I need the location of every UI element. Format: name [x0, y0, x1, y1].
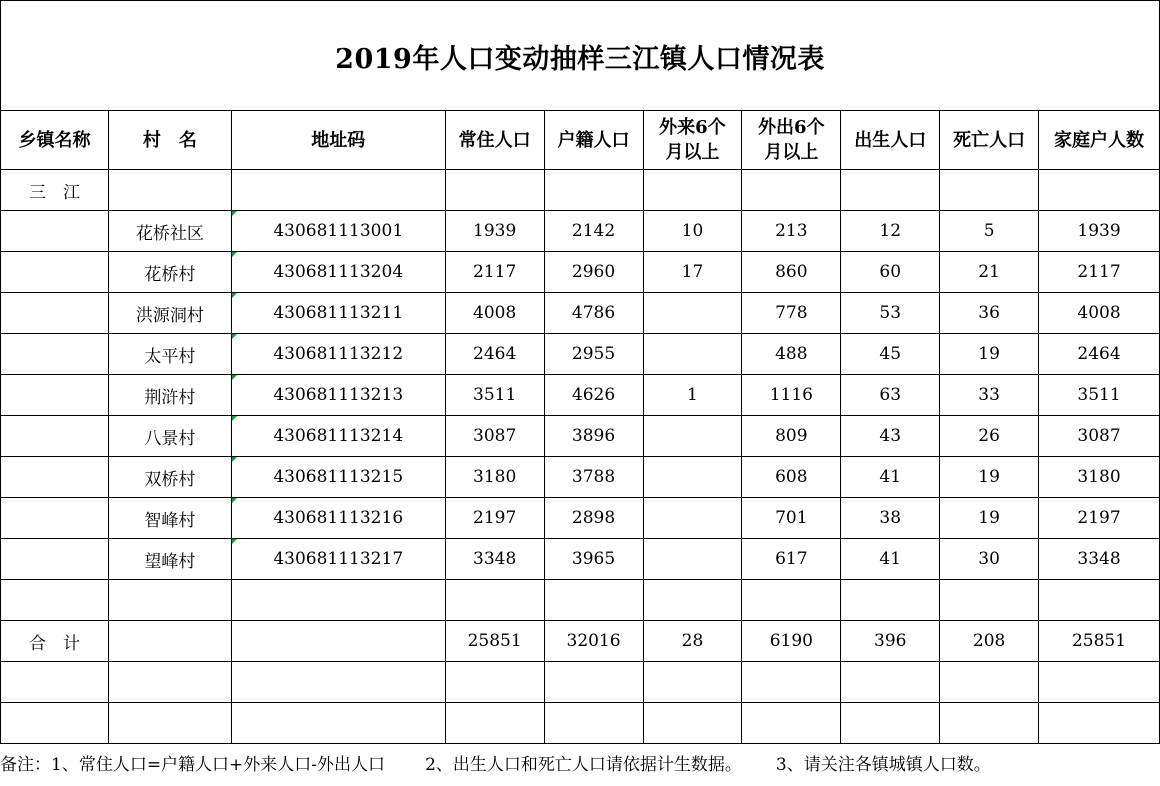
cell[interactable] [940, 170, 1039, 211]
header-code[interactable]: 地址码 [231, 111, 445, 170]
births-cell[interactable]: 45 [841, 334, 940, 375]
header-outflow-line2: 月以上 [764, 142, 819, 163]
cell[interactable] [445, 170, 544, 211]
deaths-cell[interactable]: 19 [940, 334, 1039, 375]
code-cell[interactable]: 430681113212 [231, 334, 445, 375]
resident-cell[interactable]: 3180 [445, 457, 544, 498]
footnote [0, 744, 1160, 786]
code-cell[interactable]: 430681113214 [231, 416, 445, 457]
cell[interactable] [445, 662, 544, 703]
total-label-cell[interactable]: 合 计 [1, 621, 109, 662]
registered-cell[interactable]: 4786 [544, 293, 643, 334]
births-cell[interactable]: 43 [841, 416, 940, 457]
header-row [1, 111, 1160, 170]
outflow-cell[interactable]: 1116 [742, 375, 841, 416]
cell[interactable] [1039, 580, 1160, 621]
births-cell[interactable]: 63 [841, 375, 940, 416]
cell[interactable] [643, 662, 742, 703]
households-cell[interactable]: 2197 [1039, 498, 1160, 539]
header-inflow-line1: 外来6个 [659, 117, 726, 138]
cell[interactable] [108, 580, 231, 621]
header-resident[interactable]: 常住人口 [445, 111, 544, 170]
resident-cell[interactable]: 3087 [445, 416, 544, 457]
cell[interactable] [643, 580, 742, 621]
deaths-cell[interactable]: 21 [940, 252, 1039, 293]
cell[interactable] [841, 703, 940, 744]
households-cell[interactable]: 2117 [1039, 252, 1160, 293]
village-cell[interactable]: 智峰村 [108, 498, 231, 539]
table-row [1, 375, 1160, 416]
cell[interactable] [108, 662, 231, 703]
households-cell[interactable]: 1939 [1039, 211, 1160, 252]
population-table [0, 110, 1160, 744]
deaths-cell[interactable]: 5 [940, 211, 1039, 252]
inflow-cell[interactable]: 1 [643, 375, 742, 416]
resident-cell[interactable]: 3511 [445, 375, 544, 416]
note-2: 2、出生人口和死亡人口请依据计生数据。 [425, 755, 742, 775]
resident-cell[interactable]: 2197 [445, 498, 544, 539]
cell[interactable] [742, 170, 841, 211]
outflow-cell[interactable]: 860 [742, 252, 841, 293]
town-cell[interactable] [1, 539, 109, 580]
town-row [1, 170, 1160, 211]
registered-cell[interactable]: 3896 [544, 416, 643, 457]
births-cell[interactable]: 53 [841, 293, 940, 334]
inflow-cell[interactable]: 17 [643, 252, 742, 293]
cell[interactable] [231, 703, 445, 744]
header-outflow-line1: 外出6个 [758, 117, 825, 138]
households-cell[interactable]: 3180 [1039, 457, 1160, 498]
resident-cell[interactable]: 4008 [445, 293, 544, 334]
deaths-cell[interactable]: 36 [940, 293, 1039, 334]
town-name-cell[interactable]: 三 江 [1, 170, 109, 211]
resident-cell[interactable]: 3348 [445, 539, 544, 580]
cell[interactable] [1039, 662, 1160, 703]
cell[interactable] [544, 580, 643, 621]
table-row [1, 334, 1160, 375]
households-cell[interactable]: 4008 [1039, 293, 1160, 334]
cell[interactable] [544, 703, 643, 744]
cell[interactable] [445, 703, 544, 744]
cell[interactable] [643, 170, 742, 211]
inflow-cell[interactable] [643, 334, 742, 375]
header-births[interactable]: 出生人口 [841, 111, 940, 170]
table-row [1, 539, 1160, 580]
town-cell[interactable] [1, 334, 109, 375]
total-deaths-cell[interactable]: 208 [940, 621, 1039, 662]
deaths-cell[interactable]: 19 [940, 457, 1039, 498]
households-cell[interactable]: 3348 [1039, 539, 1160, 580]
town-cell[interactable] [1, 211, 109, 252]
table-row [1, 498, 1160, 539]
cell[interactable] [544, 170, 643, 211]
outflow-cell[interactable]: 701 [742, 498, 841, 539]
code-cell[interactable]: 430681113211 [231, 293, 445, 334]
town-cell[interactable] [1, 498, 109, 539]
births-cell[interactable]: 12 [841, 211, 940, 252]
deaths-cell[interactable]: 19 [940, 498, 1039, 539]
header-town[interactable]: 乡镇名称 [1, 111, 109, 170]
total-registered-cell[interactable]: 32016 [544, 621, 643, 662]
resident-cell[interactable]: 1939 [445, 211, 544, 252]
cell[interactable] [940, 703, 1039, 744]
households-cell[interactable]: 3087 [1039, 416, 1160, 457]
inflow-cell[interactable] [643, 498, 742, 539]
table-row [1, 293, 1160, 334]
registered-cell[interactable]: 2955 [544, 334, 643, 375]
table-row [1, 252, 1160, 293]
outflow-cell[interactable]: 809 [742, 416, 841, 457]
note-3: 3、请关注各镇城镇人口数。 [775, 755, 991, 775]
note-1: 备注：1、常住人口=户籍人口+外来人口-外出人口 [0, 755, 386, 775]
village-cell[interactable]: 花桥社区 [108, 211, 231, 252]
header-inflow-line2: 月以上 [665, 142, 720, 163]
header-inflow[interactable] [643, 111, 742, 170]
registered-cell[interactable]: 2960 [544, 252, 643, 293]
code-cell[interactable]: 430681113213 [231, 375, 445, 416]
cell[interactable] [231, 621, 445, 662]
cell[interactable] [1039, 703, 1160, 744]
code-cell[interactable]: 430681113217 [231, 539, 445, 580]
births-cell[interactable]: 38 [841, 498, 940, 539]
code-cell[interactable]: 430681113215 [231, 457, 445, 498]
cell[interactable] [544, 662, 643, 703]
cell[interactable] [1, 662, 109, 703]
village-cell[interactable]: 花桥村 [108, 252, 231, 293]
cell[interactable] [841, 170, 940, 211]
empty-row [1, 703, 1160, 744]
deaths-cell[interactable]: 26 [940, 416, 1039, 457]
code-cell[interactable]: 430681113216 [231, 498, 445, 539]
town-cell[interactable] [1, 252, 109, 293]
town-cell[interactable] [1, 416, 109, 457]
total-inflow-cell[interactable]: 28 [643, 621, 742, 662]
cell[interactable] [445, 580, 544, 621]
table-row [1, 416, 1160, 457]
outflow-cell[interactable]: 488 [742, 334, 841, 375]
title-row [0, 0, 1160, 111]
empty-row [1, 580, 1160, 621]
header-households[interactable]: 家庭户人数 [1039, 111, 1160, 170]
resident-cell[interactable]: 2464 [445, 334, 544, 375]
town-cell[interactable] [1, 375, 109, 416]
registered-cell[interactable]: 3965 [544, 539, 643, 580]
cell[interactable] [1039, 170, 1160, 211]
cell[interactable] [940, 580, 1039, 621]
cell[interactable] [1, 580, 109, 621]
registered-cell[interactable]: 2898 [544, 498, 643, 539]
births-cell[interactable]: 60 [841, 252, 940, 293]
births-cell[interactable]: 41 [841, 457, 940, 498]
cell[interactable] [231, 580, 445, 621]
cell[interactable] [231, 170, 445, 211]
inflow-cell[interactable] [643, 416, 742, 457]
village-cell[interactable]: 荆浒村 [108, 375, 231, 416]
empty-row [1, 662, 1160, 703]
header-registered[interactable]: 户籍人口 [544, 111, 643, 170]
header-outflow[interactable] [742, 111, 841, 170]
inflow-cell[interactable]: 10 [643, 211, 742, 252]
inflow-cell[interactable] [643, 539, 742, 580]
code-cell[interactable]: 430681113001 [231, 211, 445, 252]
births-cell[interactable]: 41 [841, 539, 940, 580]
village-cell[interactable]: 八景村 [108, 416, 231, 457]
outflow-cell[interactable]: 778 [742, 293, 841, 334]
total-households-cell[interactable]: 25851 [1039, 621, 1160, 662]
header-village[interactable]: 村 名 [108, 111, 231, 170]
town-cell[interactable] [1, 457, 109, 498]
registered-cell[interactable]: 2142 [544, 211, 643, 252]
town-cell[interactable] [1, 293, 109, 334]
total-outflow-cell[interactable]: 6190 [742, 621, 841, 662]
cell[interactable] [742, 662, 841, 703]
households-cell[interactable]: 2464 [1039, 334, 1160, 375]
inflow-cell[interactable] [643, 457, 742, 498]
outflow-cell[interactable]: 617 [742, 539, 841, 580]
cell[interactable] [108, 703, 231, 744]
cell[interactable] [108, 621, 231, 662]
registered-cell[interactable]: 4626 [544, 375, 643, 416]
cell[interactable] [742, 580, 841, 621]
cell[interactable] [841, 580, 940, 621]
deaths-cell[interactable]: 33 [940, 375, 1039, 416]
cell[interactable] [231, 662, 445, 703]
resident-cell[interactable]: 2117 [445, 252, 544, 293]
table-title: 2019年人口变动抽样三江镇人口情况表 [335, 43, 825, 75]
cell[interactable] [940, 662, 1039, 703]
cell[interactable] [1, 703, 109, 744]
header-deaths[interactable]: 死亡人口 [940, 111, 1039, 170]
total-resident-cell[interactable]: 25851 [445, 621, 544, 662]
inflow-cell[interactable] [643, 293, 742, 334]
code-cell[interactable]: 430681113204 [231, 252, 445, 293]
table-row [1, 211, 1160, 252]
deaths-cell[interactable]: 30 [940, 539, 1039, 580]
cell[interactable] [841, 662, 940, 703]
outflow-cell[interactable]: 213 [742, 211, 841, 252]
village-cell[interactable]: 双桥村 [108, 457, 231, 498]
cell[interactable] [742, 703, 841, 744]
total-row [1, 621, 1160, 662]
total-births-cell[interactable]: 396 [841, 621, 940, 662]
village-cell[interactable]: 太平村 [108, 334, 231, 375]
outflow-cell[interactable]: 608 [742, 457, 841, 498]
cell[interactable] [108, 170, 231, 211]
households-cell[interactable]: 3511 [1039, 375, 1160, 416]
village-cell[interactable]: 洪源洞村 [108, 293, 231, 334]
cell[interactable] [643, 703, 742, 744]
table-row [1, 457, 1160, 498]
registered-cell[interactable]: 3788 [544, 457, 643, 498]
village-cell[interactable]: 望峰村 [108, 539, 231, 580]
